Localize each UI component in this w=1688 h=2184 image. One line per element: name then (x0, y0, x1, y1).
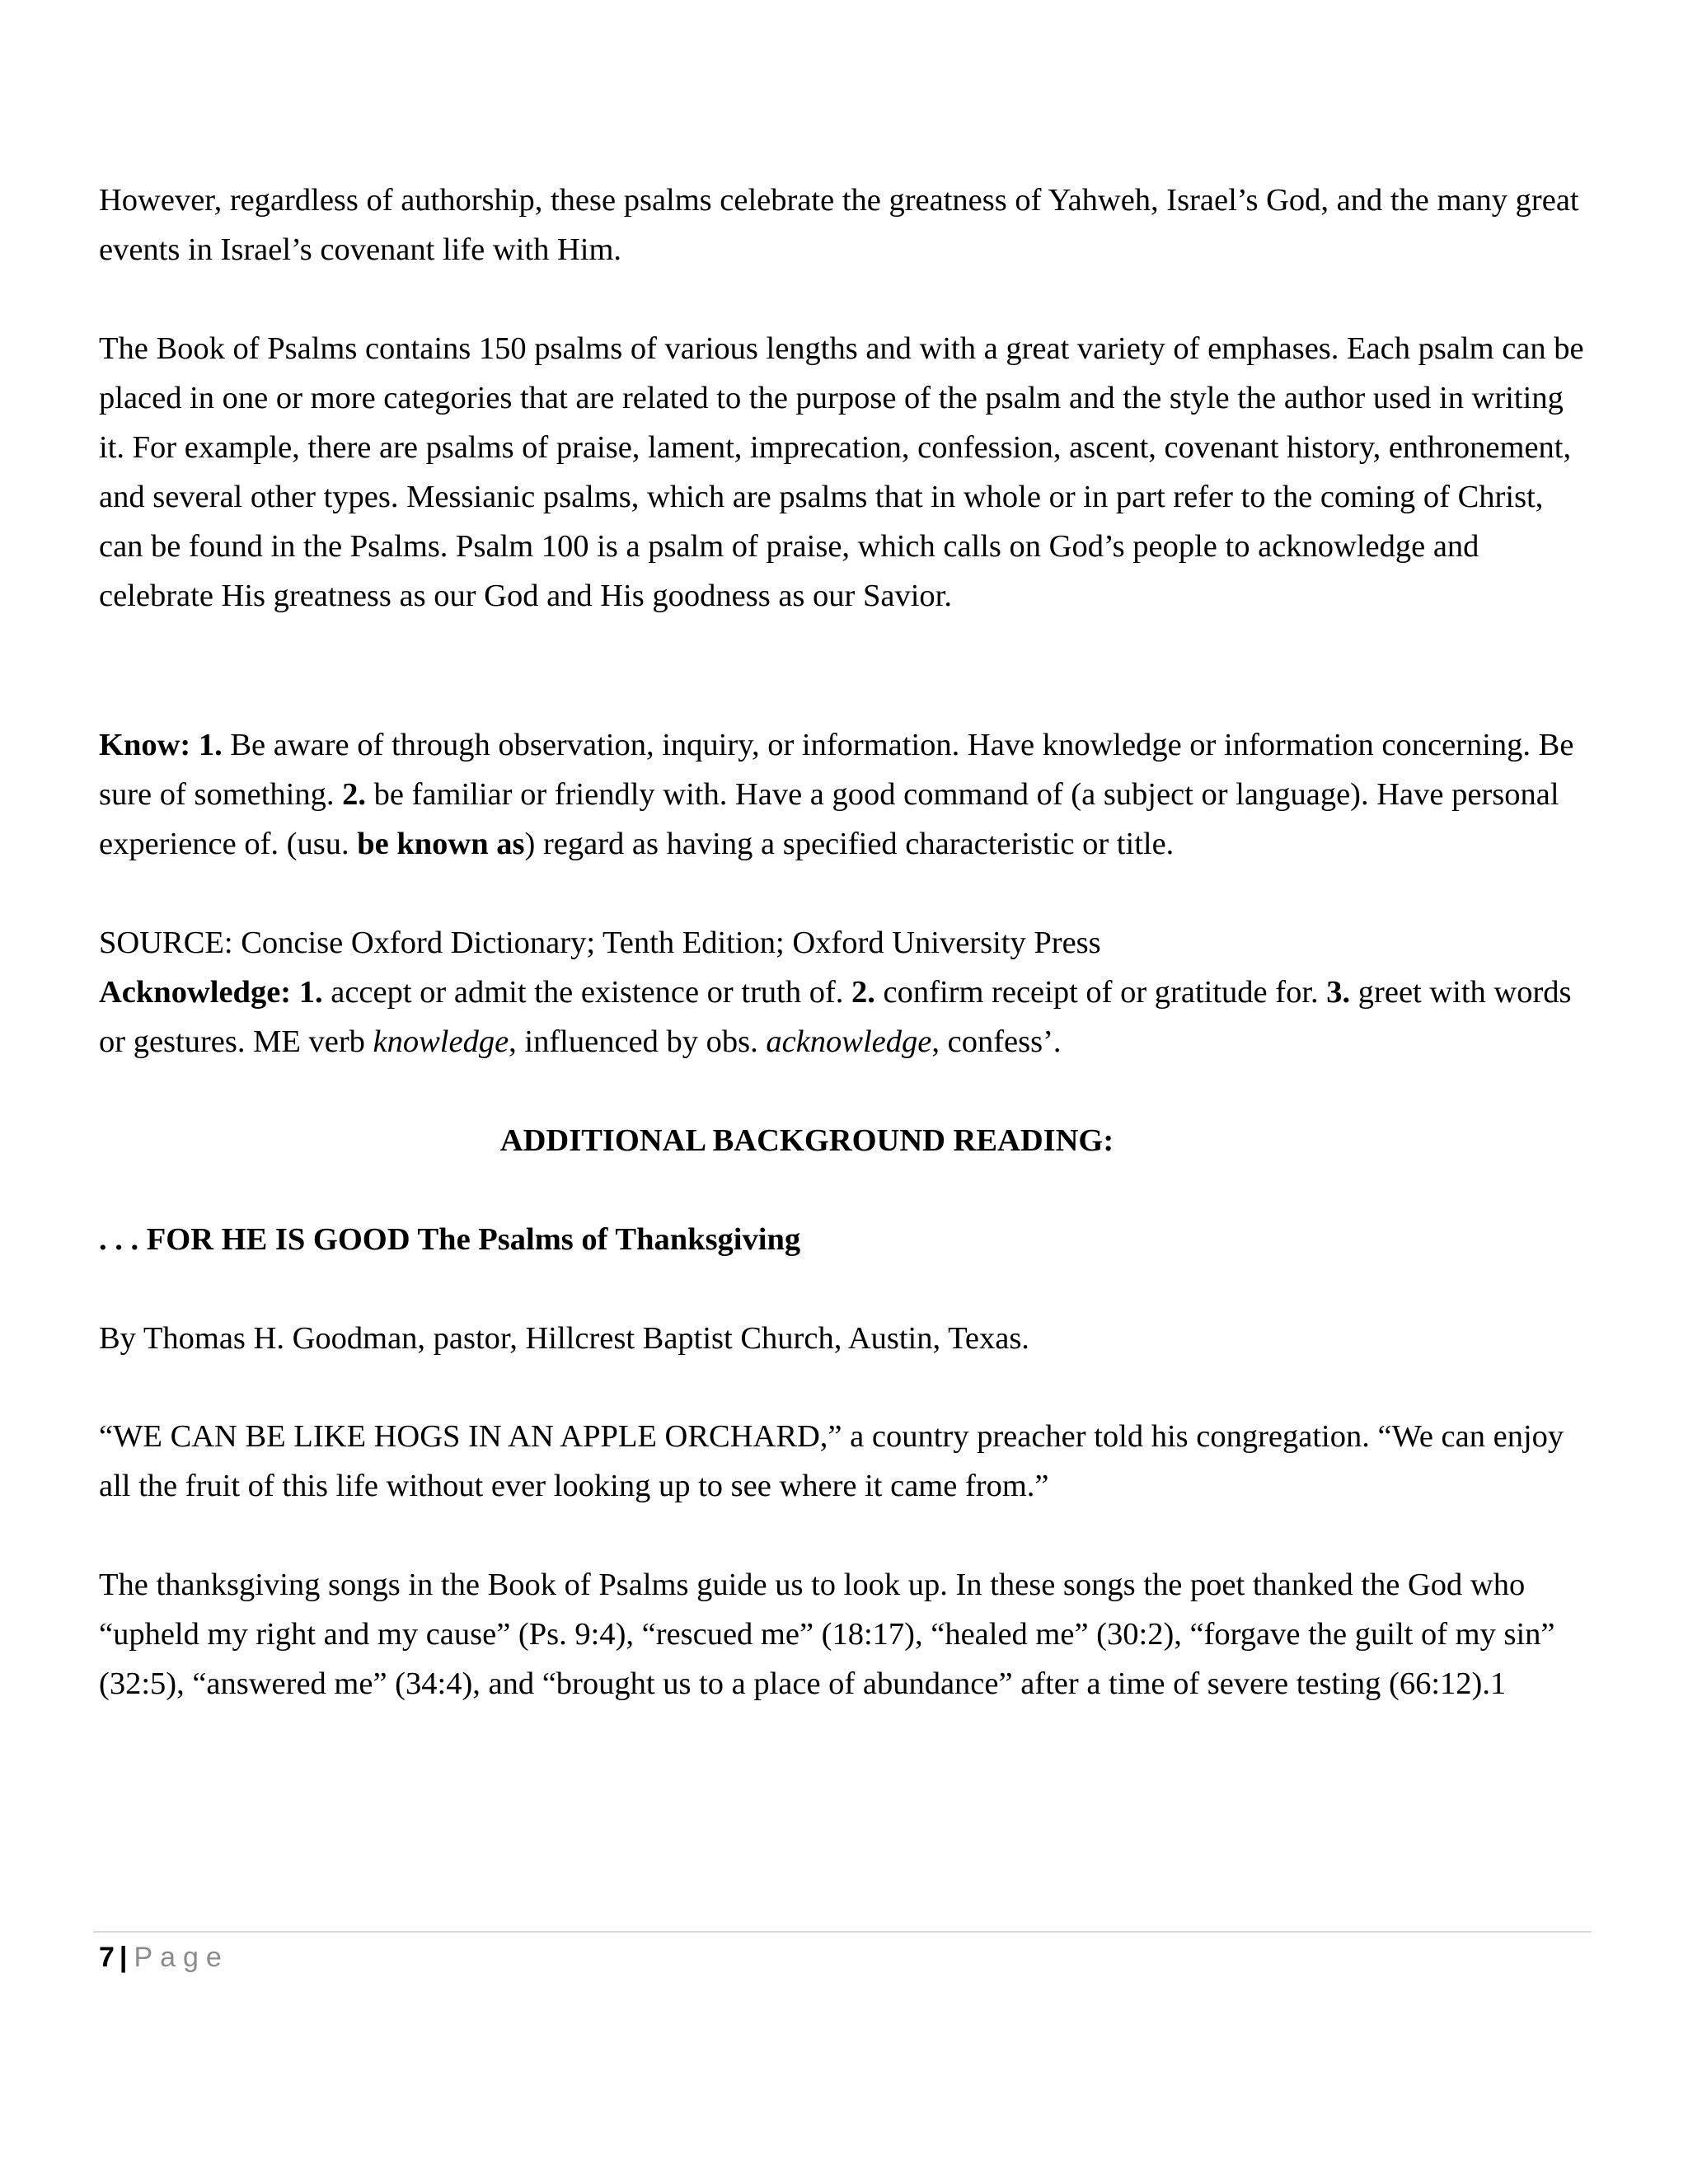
footer-divider (93, 1931, 1592, 1933)
definition-text: Be aware of through observation, inquiry, or information. Have knowledge or information concerning. Be sure of something. (99, 728, 1574, 812)
definition-text: , confess’. (931, 1024, 1062, 1059)
article-title: . . . FOR HE IS GOOD The Psalms of Thanksgiving (99, 1222, 801, 1257)
sense-number: 3. (1326, 975, 1351, 1010)
etymology-word: knowledge (373, 1024, 509, 1059)
footer-separator: | (119, 1942, 128, 1973)
page-footer (99, 1937, 229, 1978)
sense-number: 1. (298, 975, 323, 1010)
sense-number: 1. (198, 728, 223, 762)
page-label: Page (134, 1942, 229, 1973)
dictionary-source: SOURCE: Concise Oxford Dictionary; Tenth Edition; Oxford University Press (99, 926, 1101, 960)
etymology-word: acknowledge (766, 1024, 932, 1059)
definition-text: ) regard as having a specified characteristic or title. (524, 827, 1175, 861)
article-byline: By Thomas H. Goodman, pastor, Hillcrest Baptist Church, Austin, Texas. (99, 1321, 1029, 1356)
term-acknowledge: Acknowledge: (99, 975, 292, 1010)
definition-text: be familiar or friendly with. Have a good command of (a subject or language). Have personal experience of. (usu. (99, 777, 1559, 861)
definition-know (99, 720, 1591, 869)
paragraph-thanksgiving-songs: The thanksgiving songs in the Book of Psalms guide us to look up. In these songs the poet thanked the God who “upheld my right and my cause” (Ps. 9:4), “rescued me” (18:17), “healed me” (30:2), “forgave the guilt of my sin” (32:5), “answered me” (34:4), and “brought us to a place of abundance” after a time of severe testing (66:12).1 (99, 1568, 1555, 1701)
definition-text: , influenced by obs. (509, 1024, 767, 1059)
page-number: 7 (99, 1942, 115, 1973)
definition-text: greet with words or gestures. ME verb (99, 975, 1572, 1059)
sense-number: 2. (851, 975, 875, 1010)
definition-text: accept or admit the existence or truth of. (322, 975, 852, 1010)
definition-acknowledge (99, 968, 1591, 1066)
paragraph-book-of-psalms: The Book of Psalms contains 150 psalms of various lengths and with a great variety of emphases. Each psalm can be placed in one or more categories that are related to the purpose of the psalm and the style the author used in writing it. For example, there are psalms of praise, lament, imprecation, confession, ascent, covenant history, enthronement, and several other types. Messianic psalms, which are psalms that in whole or in part refer to the coming of Christ, can be found in the Psalms. Psalm 100 is a psalm of praise, which calls on God’s people to acknowledge and celebrate His greatness as our God and His goodness as our Savior. (99, 331, 1584, 613)
term-know: Know: (99, 728, 191, 762)
sense-number: 2. (342, 777, 366, 812)
section-heading: ADDITIONAL BACKGROUND READING: (499, 1123, 1114, 1158)
usage-phrase: be known as (357, 827, 525, 861)
definition-text: confirm receipt of or gratitude for. (874, 975, 1327, 1010)
paragraph-authorship: However, regardless of authorship, these psalms celebrate the greatness of Yahweh, Israel’s God, and the many great events in Israel’s covenant life with Him. (99, 183, 1579, 267)
paragraph-hogs: “WE CAN BE LIKE HOGS IN AN APPLE ORCHARD,” a country preacher told his congregation. “We can enjoy all the fruit of this life without ever looking up to see where it came from.” (99, 1419, 1564, 1503)
